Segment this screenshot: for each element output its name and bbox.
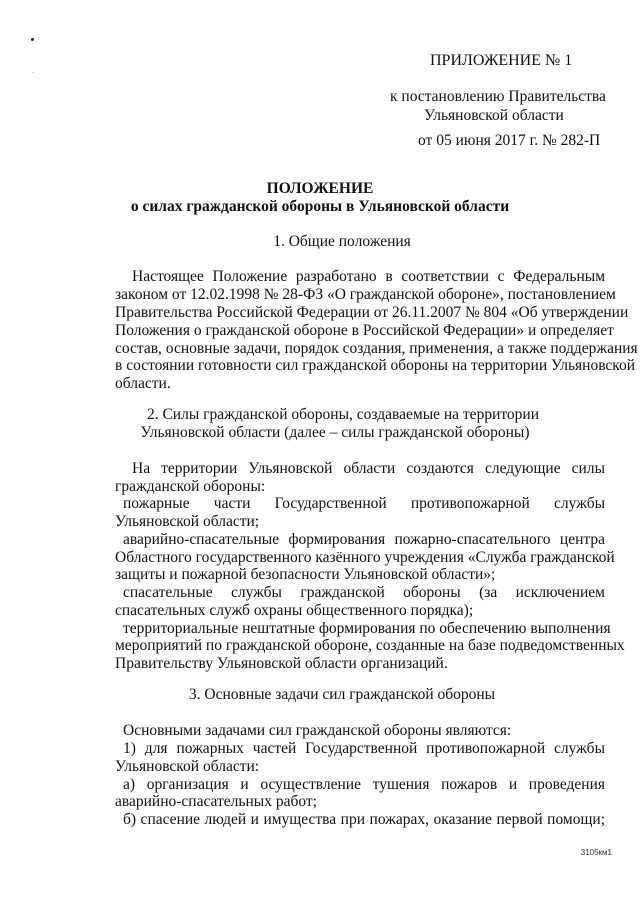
paragraph-line: 1) для пожарных частей Государственной противопожарной службы [123, 740, 605, 757]
paragraph-line: Основными задачами сил гражданской обороны являются: [123, 722, 512, 739]
paragraph-line: Ульяновской области: [115, 758, 260, 775]
scan-dot [31, 38, 34, 41]
paragraph-line: законом от 12.02.1998 № 28-ФЗ «О гражданской обороне», постановлением [115, 286, 616, 303]
paragraph-line: На территории Ульяновской области создаются следующие силы [132, 460, 605, 477]
section-heading: 3. Основные задачи сил гражданской обороны [188, 686, 496, 703]
paragraph-line: аварийно-спасательных работ; [115, 793, 317, 810]
paragraph-line: Настоящее Положение разработано в соответствии с Федеральным [132, 268, 605, 285]
paragraph-line: Ульяновской области; [115, 513, 260, 530]
paragraph-line: защиты и пожарной безопасности Ульяновской области»; [115, 566, 496, 583]
paragraph-line: а) организация и осуществление тушения пожаров и проведения [123, 776, 605, 793]
paragraph-line: Областного государственного казённого учреждения «Служба гражданской [115, 549, 615, 566]
paragraph-line: Правительству Ульяновской области организаций. [115, 655, 448, 672]
appendix-line: Ульяновской области [424, 107, 564, 124]
paragraph-line: б) спасение людей и имущества при пожарах, оказание первой помощи; [123, 811, 605, 828]
paragraph-line: спасательные службы гражданской обороны (за исключением [123, 584, 605, 601]
section-heading: Ульяновской области (далее – силы гражданской обороны) [140, 424, 530, 441]
paragraph-line: области. [115, 375, 171, 392]
paragraph-line: аварийно-спасательные формирования пожарно-спасательного центра [123, 531, 605, 548]
section-heading: 2. Силы гражданской обороны, создаваемые на территории [146, 406, 540, 423]
appendix-title: ПРИЛОЖЕНИЕ № 1 [430, 52, 573, 69]
appendix-line: от 05 июня 2017 г. № 282-П [418, 132, 601, 149]
paragraph-line: пожарные части Государственной противопожарной службы [123, 495, 605, 512]
paragraph-line: Положения о гражданской обороне в Российской Федерации» и определяет [115, 322, 614, 339]
document-title: ПОЛОЖЕНИЕ [266, 180, 374, 197]
scan-dot [33, 72, 34, 73]
section-heading: 1. Общие положения [273, 233, 411, 250]
paragraph-line: мероприятий по гражданской обороне, созданные на базе подведомственных [115, 637, 625, 654]
document-subtitle: о силах гражданской обороны в Ульяновской области [130, 198, 510, 215]
paragraph-line: состав, основные задачи, порядок создания, применения, а также поддержания [115, 340, 638, 357]
paragraph-line: гражданской обороны: [115, 478, 266, 495]
paragraph-line: территориальные нештатные формирования по обеспечению выполнения [123, 620, 611, 637]
paragraph-line: в состоянии готовности сил гражданской обороны на территории Ульяновской [115, 357, 636, 374]
appendix-line: к постановлению Правительства [390, 88, 606, 105]
paragraph-line: Правительства Российской Федерации от 26.11.2007 № 804 «Об утверждении [115, 304, 629, 321]
paragraph-line: спасательных служб охраны общественного порядка); [115, 602, 474, 619]
footer-code: 3105км1 [580, 848, 612, 857]
